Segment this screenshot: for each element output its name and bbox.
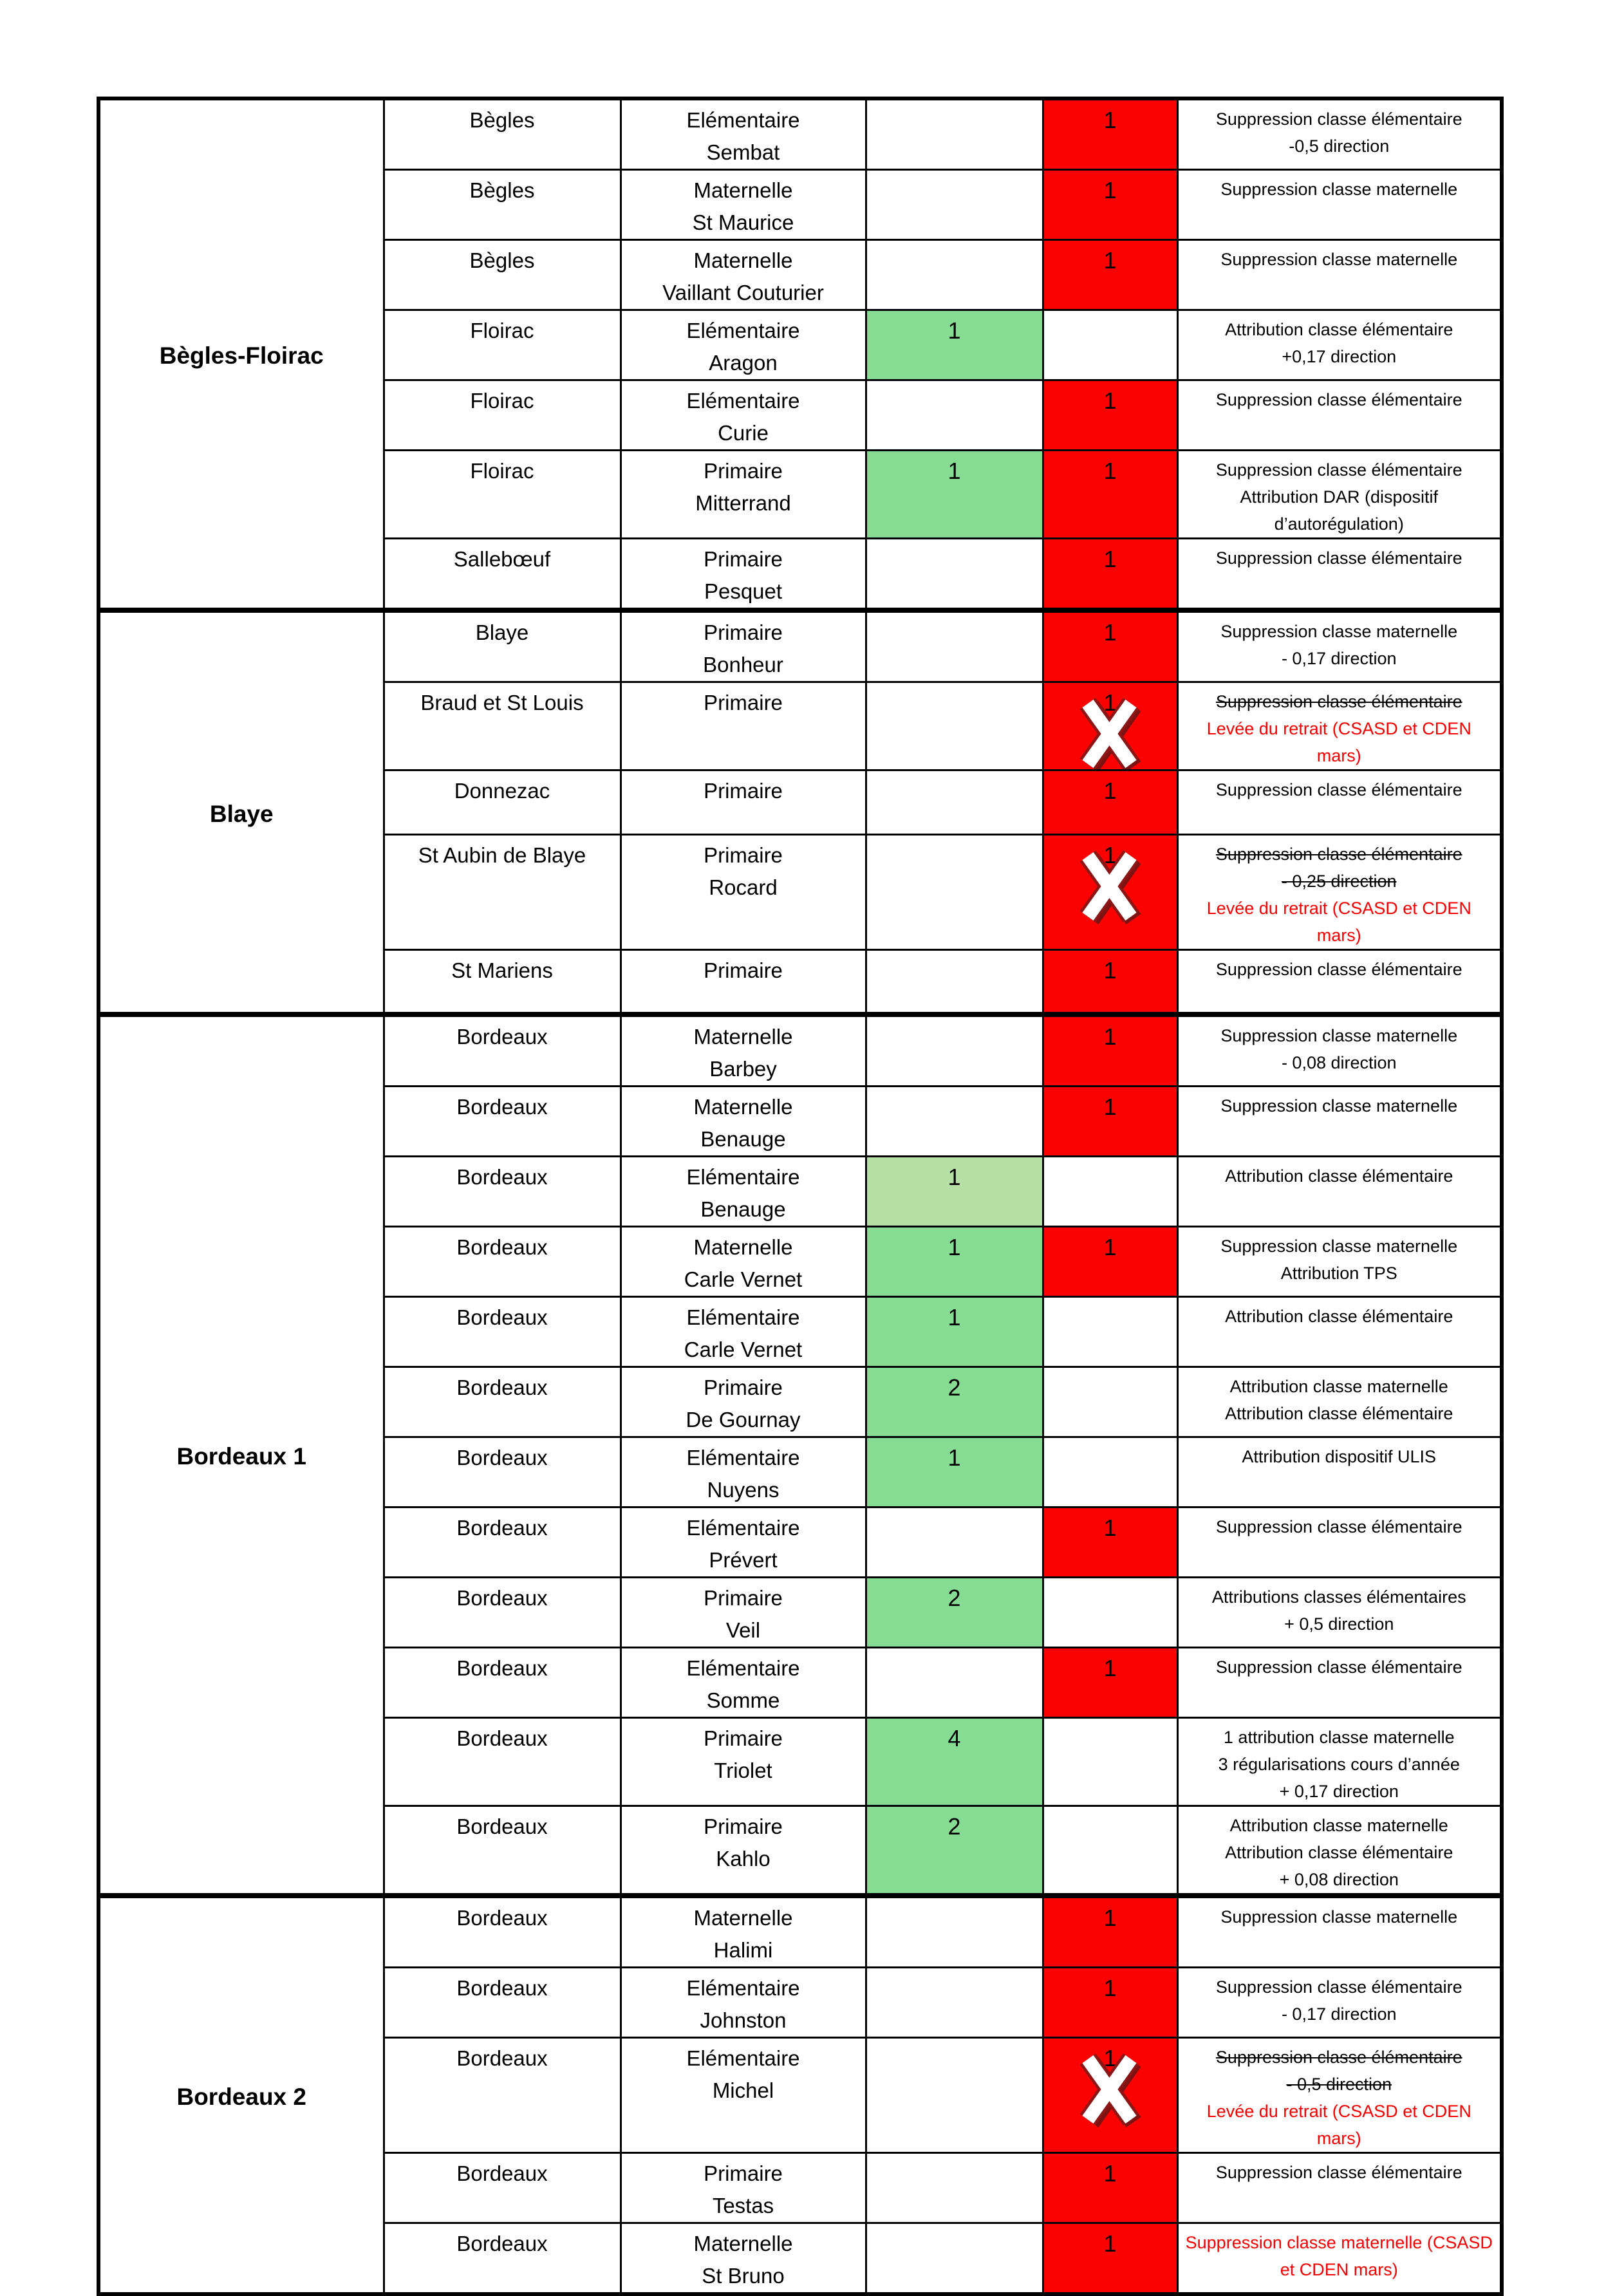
school-cell xyxy=(621,1647,866,1717)
school-cell xyxy=(621,1577,866,1647)
suppression-count: 1 xyxy=(1103,387,1117,414)
comment-cell xyxy=(1177,1226,1502,1296)
comment-line: Levée du retrait (CSASD et CDEN mars) xyxy=(1206,719,1471,765)
commune-cell: Sallebœuf xyxy=(384,539,621,611)
attribution-count-cell xyxy=(866,240,1043,310)
suppression-count-cell xyxy=(1043,380,1177,451)
comment-line: Suppression classe élémentaire xyxy=(1215,2047,1462,2067)
attribution-count-cell: 1 xyxy=(866,451,1043,539)
comment-cell xyxy=(1177,2152,1502,2223)
commune-cell: Bègles xyxy=(384,98,621,170)
comment-line: Suppression classe élémentaire xyxy=(1215,460,1462,480)
commune-cell: Bordeaux xyxy=(384,1647,621,1717)
school-cell xyxy=(621,2152,866,2223)
comment-line: Suppression classe maternelle xyxy=(1220,250,1458,269)
suppression-count: 1 xyxy=(1103,1654,1117,1681)
suppression-count-cell xyxy=(1043,170,1177,240)
comment-line: Attribution classe élémentaire xyxy=(1225,1306,1453,1326)
suppression-count-cell xyxy=(1043,1086,1177,1156)
suppression-count-cell xyxy=(1043,539,1177,611)
carte-scolaire-table xyxy=(97,97,1504,2296)
commune-cell: Bordeaux xyxy=(384,1226,621,1296)
comment-cell xyxy=(1177,170,1502,240)
comment-line: 1 attribution classe maternelle xyxy=(1223,1727,1455,1747)
table-row xyxy=(98,1014,1502,1087)
table-row xyxy=(98,98,1502,170)
school-line: Curie xyxy=(718,421,769,445)
school-cell xyxy=(621,1896,866,1968)
school-line: Testas xyxy=(712,2193,774,2217)
suppression-count-cell xyxy=(1043,1967,1177,2037)
attribution-count-cell xyxy=(866,1086,1043,1156)
commune-cell: Blaye xyxy=(384,610,621,682)
commune-cell: Bègles xyxy=(384,170,621,240)
attribution-count-cell xyxy=(866,539,1043,611)
school-line: Mitterrand xyxy=(695,491,791,515)
comment-cell xyxy=(1177,1896,1502,1968)
school-line: Elémentaire xyxy=(686,1975,800,2000)
school-cell xyxy=(621,380,866,451)
school-line: Elémentaire xyxy=(686,1305,800,1329)
school-line: Primaire xyxy=(704,1585,783,1610)
comment-cell xyxy=(1177,1507,1502,1577)
suppression-count-cell xyxy=(1043,451,1177,539)
attribution-count-cell: 1 xyxy=(866,310,1043,380)
comment-cell xyxy=(1177,310,1502,380)
school-line: Primaire xyxy=(704,958,783,982)
school-line: Triolet xyxy=(714,1758,772,1782)
crossed-out-icon xyxy=(1077,696,1144,770)
suppression-count-cell xyxy=(1043,310,1177,380)
commune-cell: Bordeaux xyxy=(384,2152,621,2223)
school-cell xyxy=(621,240,866,310)
comment-line: Suppression classe maternelle (CSASD et CDEN mars) xyxy=(1185,2232,1493,2279)
suppression-count: 1 xyxy=(1103,842,1117,868)
comment-line: Attribution classe maternelle xyxy=(1229,1815,1448,1835)
attribution-count-cell xyxy=(866,1014,1043,1087)
comment-line: Levée du retrait (CSASD et CDEN mars) xyxy=(1206,899,1471,945)
school-cell xyxy=(621,98,866,170)
commune-cell: Bègles xyxy=(384,240,621,310)
school-line: Maternelle xyxy=(693,2231,793,2255)
school-cell xyxy=(621,310,866,380)
suppression-count-cell xyxy=(1043,240,1177,310)
school-cell xyxy=(621,1086,866,1156)
suppression-count-cell xyxy=(1043,1507,1177,1577)
school-cell xyxy=(621,835,866,950)
commune-cell: Bordeaux xyxy=(384,1717,621,1806)
attribution-count-cell: 1 xyxy=(866,1226,1043,1296)
school-cell xyxy=(621,1437,866,1507)
suppression-count: 1 xyxy=(1103,2044,1117,2071)
suppression-count: 1 xyxy=(1103,546,1117,572)
comment-line: Suppression classe élémentaire xyxy=(1215,1517,1462,1536)
school-line: Halimi xyxy=(713,1937,773,1962)
commune-cell: Bordeaux xyxy=(384,2037,621,2152)
comment-line: Levée du retrait (CSASD et CDEN mars) xyxy=(1206,2101,1471,2148)
suppression-count: 1 xyxy=(1103,1904,1117,1931)
comment-line: Suppression classe élémentaire xyxy=(1215,548,1462,568)
commune-cell: Bordeaux xyxy=(384,1086,621,1156)
comment-cell xyxy=(1177,950,1502,1014)
suppression-count-cell xyxy=(1043,610,1177,682)
attribution-count-cell xyxy=(866,2152,1043,2223)
suppression-count: 1 xyxy=(1103,107,1117,133)
school-line: Primaire xyxy=(704,1726,783,1750)
comment-line: - 0,5 direction xyxy=(1286,2074,1392,2094)
school-cell xyxy=(621,950,866,1014)
comment-cell xyxy=(1177,98,1502,170)
suppression-count-cell xyxy=(1043,98,1177,170)
commune-cell: Braud et St Louis xyxy=(384,682,621,770)
comment-cell xyxy=(1177,1437,1502,1507)
attribution-count-cell xyxy=(866,2223,1043,2294)
comment-line: Suppression classe maternelle xyxy=(1220,180,1458,199)
group-cell: Bordeaux 2 xyxy=(98,1896,384,2294)
attribution-count-cell xyxy=(866,1896,1043,1968)
school-cell xyxy=(621,1156,866,1226)
attribution-count-cell xyxy=(866,1647,1043,1717)
commune-cell: Bordeaux xyxy=(384,1577,621,1647)
school-cell xyxy=(621,1717,866,1806)
school-line: Johnston xyxy=(700,2008,787,2032)
suppression-count-cell xyxy=(1043,1896,1177,1968)
commune-cell: Bordeaux xyxy=(384,1896,621,1968)
school-line: Elémentaire xyxy=(686,108,800,132)
comment-cell xyxy=(1177,835,1502,950)
group-cell: Bordeaux 1 xyxy=(98,1014,384,1896)
suppression-count-cell xyxy=(1043,1437,1177,1507)
school-line: Maternelle xyxy=(693,1094,793,1119)
school-cell xyxy=(621,1507,866,1577)
attribution-count-cell: 1 xyxy=(866,1296,1043,1367)
suppression-count: 1 xyxy=(1103,957,1117,984)
suppression-count: 1 xyxy=(1103,177,1117,203)
school-line: Carle Vernet xyxy=(684,1337,803,1361)
comment-cell xyxy=(1177,1717,1502,1806)
school-line: Elémentaire xyxy=(686,2046,800,2070)
attribution-count-cell xyxy=(866,2037,1043,2152)
school-cell xyxy=(621,610,866,682)
commune-cell: Floirac xyxy=(384,310,621,380)
school-line: Kahlo xyxy=(716,1846,770,1871)
attribution-count-cell: 1 xyxy=(866,1437,1043,1507)
comment-cell xyxy=(1177,1014,1502,1087)
commune-cell: Bordeaux xyxy=(384,1806,621,1896)
school-line: Maternelle xyxy=(693,1235,793,1259)
commune-cell: Bordeaux xyxy=(384,1967,621,2037)
suppression-count-cell xyxy=(1043,1806,1177,1896)
commune-cell: Bordeaux xyxy=(384,2223,621,2294)
comment-line: Suppression classe élémentaire xyxy=(1215,2162,1462,2182)
comment-line: Suppression classe maternelle xyxy=(1220,622,1458,641)
school-line: Maternelle xyxy=(693,178,793,202)
school-line: Maternelle xyxy=(693,1905,793,1930)
comment-cell xyxy=(1177,1647,1502,1717)
attribution-count-cell xyxy=(866,380,1043,451)
school-line: Sembat xyxy=(706,140,780,164)
school-line: Primaire xyxy=(704,459,783,483)
comment-cell xyxy=(1177,1806,1502,1896)
suppression-count-cell xyxy=(1043,1156,1177,1226)
commune-cell: Bordeaux xyxy=(384,1437,621,1507)
comment-cell xyxy=(1177,2037,1502,2152)
school-line: Michel xyxy=(712,2078,774,2102)
attribution-count-cell xyxy=(866,98,1043,170)
school-cell xyxy=(621,1367,866,1437)
suppression-count: 1 xyxy=(1103,1233,1117,1260)
school-line: Primaire xyxy=(704,1375,783,1399)
commune-cell: Bordeaux xyxy=(384,1507,621,1577)
suppression-count-cell xyxy=(1043,2037,1177,2152)
comment-line: Suppression classe élémentaire xyxy=(1215,845,1462,864)
suppression-count-cell xyxy=(1043,835,1177,950)
comment-line: Attributions classes élémentaires xyxy=(1211,1587,1466,1607)
suppression-count: 1 xyxy=(1103,2230,1117,2257)
school-line: Elémentaire xyxy=(686,319,800,342)
commune-cell: Bordeaux xyxy=(384,1156,621,1226)
comment-line: Suppression classe élémentaire xyxy=(1215,1657,1462,1677)
suppression-count: 1 xyxy=(1103,689,1117,716)
comment-line: - 0,17 direction xyxy=(1281,2004,1397,2024)
commune-cell: Floirac xyxy=(384,380,621,451)
attribution-count-cell xyxy=(866,170,1043,240)
school-cell xyxy=(621,1967,866,2037)
comment-cell xyxy=(1177,1086,1502,1156)
comment-line: Suppression classe élémentaire xyxy=(1215,109,1462,129)
school-line: Benauge xyxy=(700,1126,786,1151)
school-line: Primaire xyxy=(704,621,783,644)
school-cell xyxy=(621,2223,866,2294)
attribution-count-cell: 2 xyxy=(866,1806,1043,1896)
school-line: Somme xyxy=(706,1688,780,1712)
suppression-count: 1 xyxy=(1103,458,1117,484)
school-line: Elémentaire xyxy=(686,389,800,413)
comment-line: Suppression classe maternelle xyxy=(1220,1907,1458,1927)
comment-line: Attribution classe maternelle xyxy=(1229,1376,1448,1396)
group-cell: Blaye xyxy=(98,610,384,1014)
school-line: Elémentaire xyxy=(686,1656,800,1680)
comment-line: Suppression classe élémentaire xyxy=(1215,780,1462,799)
school-line: Aragon xyxy=(709,351,778,375)
comment-line: - 0,17 direction xyxy=(1281,649,1397,668)
suppression-count: 1 xyxy=(1103,1974,1117,2001)
comment-line: Attribution TPS xyxy=(1280,1263,1397,1283)
school-line: Bonheur xyxy=(703,653,783,677)
comment-cell xyxy=(1177,770,1502,835)
school-line: Pesquet xyxy=(704,579,783,603)
crossed-out-icon xyxy=(1077,2051,1144,2127)
comment-cell xyxy=(1177,1967,1502,2037)
comment-cell xyxy=(1177,1156,1502,1226)
suppression-count-cell xyxy=(1043,1647,1177,1717)
comment-line: -0,5 direction xyxy=(1289,136,1390,156)
commune-cell: Floirac xyxy=(384,451,621,539)
comment-line: + 0,5 direction xyxy=(1284,1614,1394,1634)
commune-cell: Bordeaux xyxy=(384,1296,621,1367)
comment-line: Attribution classe élémentaire xyxy=(1225,1842,1453,1862)
school-line: Benauge xyxy=(700,1197,786,1221)
comment-line: Suppression classe maternelle xyxy=(1220,1025,1458,1045)
school-cell xyxy=(621,682,866,770)
comment-line: - 0,08 direction xyxy=(1281,1052,1397,1072)
school-line: Vaillant Couturier xyxy=(662,281,824,304)
suppression-count-cell xyxy=(1043,1577,1177,1647)
school-line: Elémentaire xyxy=(686,1445,800,1470)
suppression-count: 1 xyxy=(1103,1514,1117,1541)
school-line: St Maurice xyxy=(692,210,794,234)
attribution-count-cell xyxy=(866,1507,1043,1577)
comment-line: Attribution classe élémentaire xyxy=(1225,1403,1453,1423)
comment-line: + 0,17 direction xyxy=(1279,1781,1399,1801)
school-line: Maternelle xyxy=(693,1024,793,1049)
comment-line: Attribution classe élémentaire xyxy=(1225,320,1453,339)
school-cell xyxy=(621,2037,866,2152)
comment-line: + 0,08 direction xyxy=(1279,1869,1399,1889)
comment-cell xyxy=(1177,1577,1502,1647)
comment-cell xyxy=(1177,2223,1502,2294)
suppression-count-cell xyxy=(1043,682,1177,770)
school-cell xyxy=(621,539,866,611)
school-line: Nuyens xyxy=(707,1477,780,1502)
commune-cell: Bordeaux xyxy=(384,1014,621,1087)
school-line: Carle Vernet xyxy=(684,1267,803,1291)
comment-cell xyxy=(1177,240,1502,310)
commune-cell: Donnezac xyxy=(384,770,621,835)
suppression-count: 1 xyxy=(1103,247,1117,274)
school-line: De Gournay xyxy=(686,1407,801,1432)
school-cell xyxy=(621,1014,866,1087)
attribution-count-cell xyxy=(866,610,1043,682)
comment-line: Attribution classe élémentaire xyxy=(1225,1166,1453,1186)
commune-cell: St Aubin de Blaye xyxy=(384,835,621,950)
school-cell xyxy=(621,1296,866,1367)
comment-line: +0,17 direction xyxy=(1282,347,1397,366)
comment-line: Suppression classe élémentaire xyxy=(1215,390,1462,409)
school-line: St Bruno xyxy=(702,2263,785,2288)
attribution-count-cell xyxy=(866,1967,1043,2037)
comment-line: - 0,25 direction xyxy=(1281,872,1397,891)
attribution-count-cell: 4 xyxy=(866,1717,1043,1806)
suppression-count-cell xyxy=(1043,1717,1177,1806)
suppression-count: 1 xyxy=(1103,1093,1117,1120)
comment-line: Suppression classe élémentaire xyxy=(1215,960,1462,979)
school-line: Rocard xyxy=(709,875,778,899)
comment-cell xyxy=(1177,610,1502,682)
table-row xyxy=(98,610,1502,682)
attribution-count-cell xyxy=(866,682,1043,770)
suppression-count-cell xyxy=(1043,950,1177,1014)
school-cell xyxy=(621,1226,866,1296)
suppression-count-cell xyxy=(1043,2223,1177,2294)
school-line: Prévert xyxy=(709,1547,778,1572)
comment-line: Attribution DAR (dispositif d’autorégulation) xyxy=(1240,487,1439,534)
comment-cell xyxy=(1177,451,1502,539)
school-cell xyxy=(621,170,866,240)
comment-line: Suppression classe élémentaire xyxy=(1215,692,1462,711)
attribution-count-cell xyxy=(866,950,1043,1014)
suppression-count-cell xyxy=(1043,1296,1177,1367)
school-cell xyxy=(621,451,866,539)
crossed-out-icon xyxy=(1077,848,1144,924)
school-line: Elémentaire xyxy=(686,1515,800,1540)
comment-line: Attribution dispositif ULIS xyxy=(1242,1446,1437,1466)
comment-line: Suppression classe élémentaire xyxy=(1215,1977,1462,1997)
suppression-count: 1 xyxy=(1103,619,1117,646)
school-line: Primaire xyxy=(704,2161,783,2185)
suppression-count: 1 xyxy=(1103,778,1117,804)
suppression-count-cell xyxy=(1043,2152,1177,2223)
school-line: Veil xyxy=(725,1618,761,1642)
suppression-count-cell xyxy=(1043,1226,1177,1296)
comment-cell xyxy=(1177,539,1502,611)
school-line: Elémentaire xyxy=(686,1164,800,1189)
comment-cell xyxy=(1177,682,1502,770)
suppression-count: 1 xyxy=(1103,1023,1117,1050)
school-line: Primaire xyxy=(704,843,783,867)
attribution-count-cell: 2 xyxy=(866,1367,1043,1437)
table-row xyxy=(98,1896,1502,1968)
comment-line: Suppression classe maternelle xyxy=(1220,1236,1458,1256)
attribution-count-cell: 1 xyxy=(866,1156,1043,1226)
comment-line: 3 régularisations cours d’année xyxy=(1218,1754,1460,1774)
comment-cell xyxy=(1177,380,1502,451)
attribution-count-cell: 2 xyxy=(866,1577,1043,1647)
school-line: Barbey xyxy=(709,1056,777,1081)
comment-cell xyxy=(1177,1296,1502,1367)
attribution-count-cell xyxy=(866,835,1043,950)
school-line: Primaire xyxy=(704,779,783,803)
school-cell xyxy=(621,770,866,835)
suppression-count-cell xyxy=(1043,1014,1177,1087)
school-line: Primaire xyxy=(704,1814,783,1838)
school-line: Primaire xyxy=(704,547,783,571)
school-line: Primaire xyxy=(704,691,783,714)
comment-cell xyxy=(1177,1367,1502,1437)
suppression-count-cell xyxy=(1043,770,1177,835)
comment-line: Suppression classe maternelle xyxy=(1220,1096,1458,1115)
group-cell: Bègles-Floirac xyxy=(98,98,384,610)
attribution-count-cell xyxy=(866,770,1043,835)
suppression-count: 1 xyxy=(1103,2160,1117,2187)
commune-cell: Bordeaux xyxy=(384,1367,621,1437)
school-line: Maternelle xyxy=(693,248,793,272)
suppression-count-cell xyxy=(1043,1367,1177,1437)
commune-cell: St Mariens xyxy=(384,950,621,1014)
school-cell xyxy=(621,1806,866,1896)
